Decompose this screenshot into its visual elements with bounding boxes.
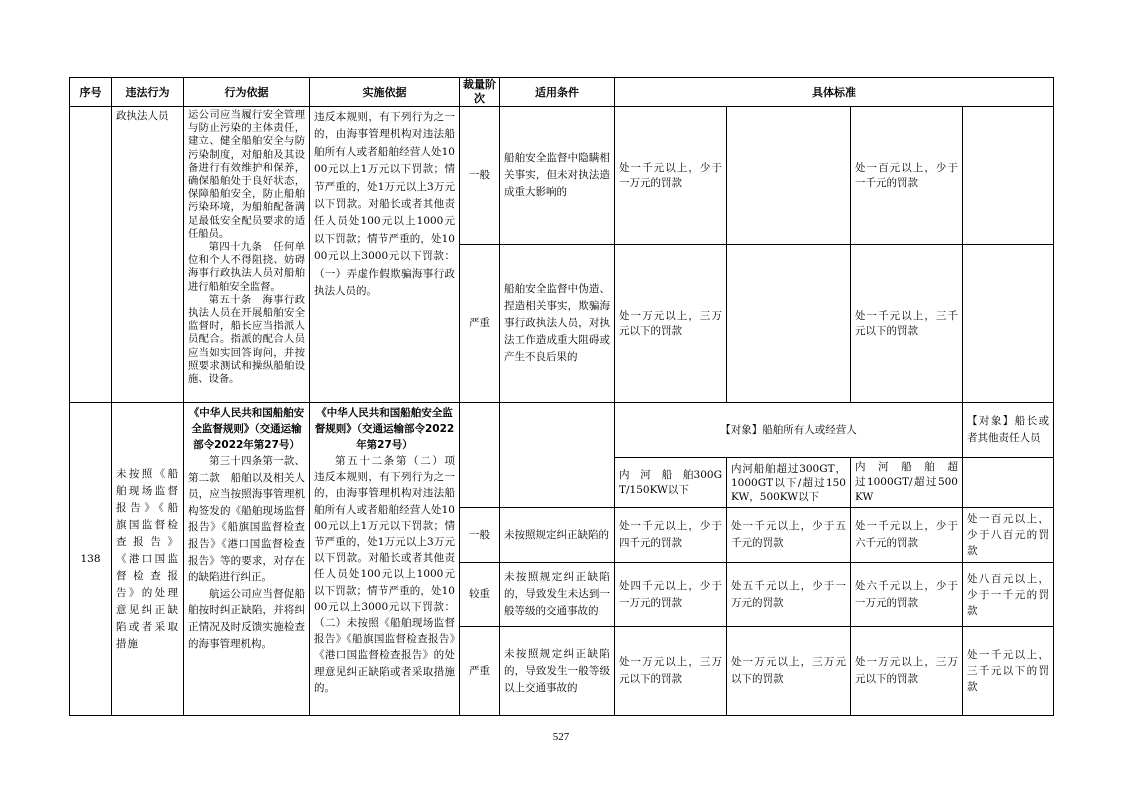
header-level: 裁量阶次 bbox=[460, 78, 500, 107]
row-138-condition-blank bbox=[500, 403, 615, 508]
prev-general-condition: 船舶安全监督中隐瞒相关事实，但未对执法造成重大影响的 bbox=[500, 107, 615, 245]
row-138-level-blank bbox=[460, 403, 500, 508]
row-138-serious-condition: 未按照规定纠正缺陷的，导致发生一般等级以上交通事故的 bbox=[500, 627, 615, 716]
prev-serious-empty2 bbox=[963, 245, 1054, 403]
prev-general-std1: 处一千元以上，少于一万元的罚款 bbox=[615, 107, 727, 245]
row-138-serious-s2: 处一万元以上，三万元以下的罚款 bbox=[727, 627, 851, 716]
prev-serious-empty bbox=[727, 245, 851, 403]
prev-serious-condition: 船舶安全监督中伪造、捏造相关事实，欺骗海事行政执法人员，对执法工作造成重大阻碍或产生不良后果的 bbox=[500, 245, 615, 403]
row-138-legal-basis-title: 《中华人民共和国船舶安全监督规则》（交通运输部令2022年第27号） bbox=[188, 407, 305, 451]
row-138-target-owner: 【对象】船舶所有人或经营人 bbox=[615, 403, 963, 458]
header-legal-basis: 行为依据 bbox=[184, 78, 310, 107]
row-138-general-level: 一般 bbox=[460, 508, 500, 563]
row-138-violation: 未按照《船舶现场监督报告》《船旗国监督检查报告》《港口国监督检查报告》的处理意见纠正缺陷或者采取措施 bbox=[112, 403, 184, 716]
header-condition: 适用条件 bbox=[500, 78, 615, 107]
header-violation: 违法行为 bbox=[112, 78, 184, 107]
row-138-heavier-s2: 处五千元以上，少于一万元的罚款 bbox=[727, 563, 851, 627]
row-138-impl-basis-cell bbox=[310, 403, 466, 716]
row-138-impl-basis-title: 《中华人民共和国船舶安全监督规则》（交通运输部令2022年第27号） bbox=[314, 407, 455, 451]
row-138-serious-s3: 处一万元以上，三万元以下的罚款 bbox=[851, 627, 963, 716]
prev-legal-basis-text: 运公司应当履行安全管理与防止污染的主体责任，建立、健全船舶安全与防污染制度，对船舶及其设备进行有效维护和保养，确保船舶处于良好状态，保障船舶安全，防止船舶污染环境，为船舶配备满足最低安全配员要求的适任船员。 bbox=[188, 109, 305, 240]
prev-impl-basis-text: 违反本规则，有下列行为之一的，由海事管理机构对违法船舶所有人或者船舶经营人处1000元以上1万元以下罚款；情节严重的，处1万元以上3万元以下罚款。对船长或者其他责任人员处100元以上1000元以下罚款；情节严重的，处1000元以上3000元以下罚款：（一）弄虚作假欺骗海事行政执法人员的。 bbox=[310, 107, 460, 403]
page-number: 527 bbox=[552, 731, 570, 743]
row-138-general-condition: 未按照规定纠正缺陷的 bbox=[500, 508, 615, 563]
row-138-seq: 138 bbox=[70, 403, 112, 716]
row-138-legal-basis-art34: 第三十四条第一款、第二款 船舶以及相关人员，应当按照海事管理机构签发的《船舶现场监督报告》《船旗国监督检查报告》《港口国监督检查报告》等的要求，对存在的缺陷进行纠正。 bbox=[188, 455, 305, 584]
row-138-heavier-level: 较重 bbox=[460, 563, 500, 627]
row-138-target-captain: 【对象】船长或者其他责任人员 bbox=[963, 403, 1054, 458]
row-138-sub-blank bbox=[963, 458, 1054, 508]
prev-violation-tail: 政执法人员 bbox=[112, 107, 184, 403]
row-138-heavier-s1: 处四千元以上，少于一万元的罚款 bbox=[615, 563, 727, 627]
row-138-serious-level: 严重 bbox=[460, 627, 500, 716]
row-138-sub-inland-large: 内 河 船 舶 超 过1000GT/超过500KW bbox=[851, 458, 963, 508]
row-138-serious-s4: 处一千元以上，三千元以下的罚款 bbox=[963, 627, 1054, 716]
row-138-heavier-s3: 处六千元以上，少于一万元的罚款 bbox=[851, 563, 963, 627]
row-138-heavier-s4: 处八百元以上，少于一千元的罚款 bbox=[963, 563, 1054, 627]
row-138-sub-inland-small: 内 河 船 舶300GT/150KW以下 bbox=[615, 458, 727, 508]
row-138-heavier-condition: 未按照规定纠正缺陷的，导致发生未达到一般等级的交通事故的 bbox=[500, 563, 615, 627]
header-row bbox=[70, 78, 1054, 107]
prev-general-empty bbox=[727, 107, 851, 245]
prev-row-general bbox=[70, 107, 1054, 245]
prev-general-std2: 处一百元以上，少于一千元的罚款 bbox=[851, 107, 963, 245]
penalty-table bbox=[69, 77, 1054, 716]
row-138-general-s2: 处一千元以上，少于五千元的罚款 bbox=[727, 508, 851, 563]
row-138-impl-basis-text: 第五十二条第（二）项 违反本规则，有下列行为之一的，由海事管理机构对违法船舶所有人或者船舶经营人处1000元以上1万元以下罚款；情节严重的，处1万元以上3万元以下罚款。对船长或者其他责任人员处100元以上1000元以下罚款；情节严重的，处1000元以上3000元以下罚款：（二）未按照《船舶现场监督报告》《船旗国监督检查报告》《港口国监督检查报告》的处理意见纠正缺陷或者采取措施的。 bbox=[314, 455, 466, 694]
row-138-general-s3: 处一千元以上，少于六千元的罚款 bbox=[851, 508, 963, 563]
prev-general-level: 一般 bbox=[460, 107, 500, 245]
prev-general-empty2 bbox=[963, 107, 1054, 245]
prev-serious-level: 严重 bbox=[460, 245, 500, 403]
row-138-target bbox=[70, 403, 1054, 458]
header-impl-basis: 实施依据 bbox=[310, 78, 460, 107]
row-138-legal-basis-cell bbox=[184, 403, 310, 716]
prev-legal-basis-cell bbox=[184, 107, 310, 403]
row-138-serious-s1: 处一万元以上，三万元以下的罚款 bbox=[615, 627, 727, 716]
row-138-general-s4: 处一百元以上，少于八百元的罚款 bbox=[963, 508, 1054, 563]
prev-legal-basis-art50: 第五十条 海事行政执法人员在开展船舶安全监督时，船长应当指派人员配合。指派的配合人员应当如实回答询问，并按照要求测试和操纵船舶设施、设备。 bbox=[188, 293, 305, 386]
prev-serious-std2: 处一千元以上，三千元以下的罚款 bbox=[851, 245, 963, 403]
prev-legal-basis-art49: 第四十九条 任何单位和个人不得阻挠、妨碍海事行政执法人员对船舶进行船舶安全监督。 bbox=[188, 241, 305, 293]
header-seq: 序号 bbox=[70, 78, 112, 107]
row-138-general-s1: 处一千元以上，少于四千元的罚款 bbox=[615, 508, 727, 563]
prev-seq-cell bbox=[70, 107, 112, 403]
prev-serious-std1: 处一万元以上，三万元以下的罚款 bbox=[615, 245, 727, 403]
row-138-sub-inland-mid: 内河船舶超过300GT，1000GT以下/超过150KW，500KW以下 bbox=[727, 458, 851, 508]
header-standard: 具体标准 bbox=[615, 78, 1054, 107]
row-138-legal-basis-para2: 航运公司应当督促船舶按时纠正缺陷，并将纠正情况及时反馈实施检查的海事管理机构。 bbox=[188, 587, 305, 650]
